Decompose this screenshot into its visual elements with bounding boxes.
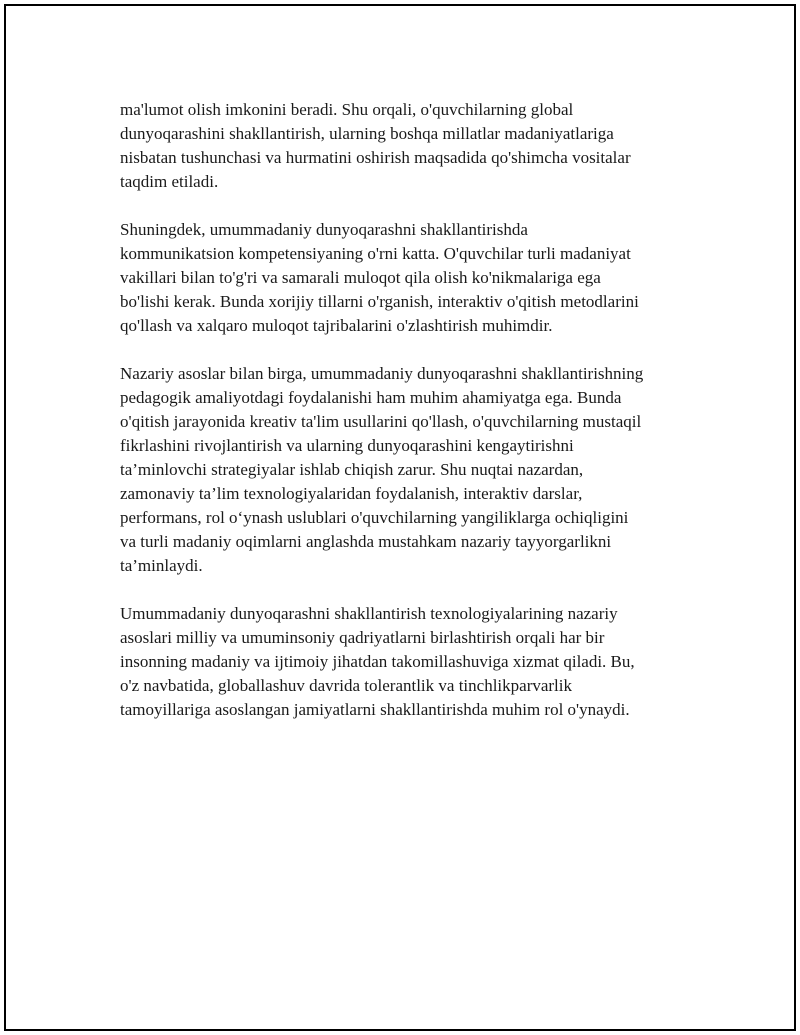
- text-line: Umummadaniy dunyoqarashni shakllantirish texnologiyalarining nazariy: [120, 604, 618, 623]
- text-line: qo'llash va xalqaro muloqot tajribalarini o'zlashtirish muhimdir.: [120, 316, 553, 335]
- text-line: bo'lishi kerak. Bunda xorijiy tillarni o'rganish, interaktiv o'qitish metodlarini: [120, 292, 639, 311]
- paragraph-4: [120, 602, 700, 722]
- text-line: dunyoqarashini shakllantirish, ularning boshqa millatlar madaniyatlariga: [120, 124, 614, 143]
- text-line: o'z navbatida, globallashuv davrida tolerantlik va tinchlikparvarlik: [120, 676, 573, 695]
- paragraph-3: [120, 362, 700, 578]
- text-line: ta’minlaydi.: [120, 556, 203, 575]
- text-line: fikrlashini rivojlantirish va ularning dunyoqarashini kengaytirishni: [120, 436, 574, 455]
- text-line: ma'lumot olish imkonini beradi. Shu orqali, o'quvchilarning global: [120, 100, 574, 119]
- text-line: Nazariy asoslar bilan birga, umummadaniy dunyoqarashni shakllantirishning: [120, 364, 644, 383]
- text-line: ta’minlovchi strategiyalar ishlab chiqish zarur. Shu nuqtai nazardan,: [120, 460, 584, 479]
- text-line: Shuningdek, umummadaniy dunyoqarashni shakllantirishda: [120, 220, 528, 239]
- text-line: pedagogik amaliyotdagi foydalanishi ham muhim ahamiyatga ega. Bunda: [120, 388, 622, 407]
- text-line: insonning madaniy va ijtimoiy jihatdan takomillashuviga xizmat qiladi. Bu,: [120, 652, 635, 671]
- text-line: nisbatan tushunchasi va hurmatini oshirish maqsadida qo'shimcha vositalar: [120, 148, 631, 167]
- text-line: va turli madaniy oqimlarni anglashda mustahkam nazariy tayyorgarlikni: [120, 532, 612, 551]
- text-line: kommunikatsion kompetensiyaning o'rni katta. O'quvchilar turli madaniyat: [120, 244, 631, 263]
- text-line: o'qitish jarayonida kreativ ta'lim usullarini qo'llash, o'quvchilarning mustaqil: [120, 412, 642, 431]
- text-line: taqdim etiladi.: [120, 172, 219, 191]
- page-frame: [4, 4, 796, 1031]
- text-line: asoslari milliy va umuminsoniy qadriyatlarni birlashtirish orqali har bir: [120, 628, 605, 647]
- text-line: tamoyillariga asoslangan jamiyatlarni shakllantirishda muhim rol o'ynaydi.: [120, 700, 630, 719]
- text-line: performans, rol o‘ynash uslublari o'quvchilarning yangiliklarga ochiqligini: [120, 508, 629, 527]
- text-line: zamonaviy ta’lim texnologiyalaridan foydalanish, interaktiv darslar,: [120, 484, 583, 503]
- paragraph-1: [120, 98, 700, 194]
- paragraph-2: [120, 218, 700, 338]
- document-body: [120, 98, 700, 746]
- text-line: vakillari bilan to'g'ri va samarali muloqot qila olish ko'nikmalariga ega: [120, 268, 601, 287]
